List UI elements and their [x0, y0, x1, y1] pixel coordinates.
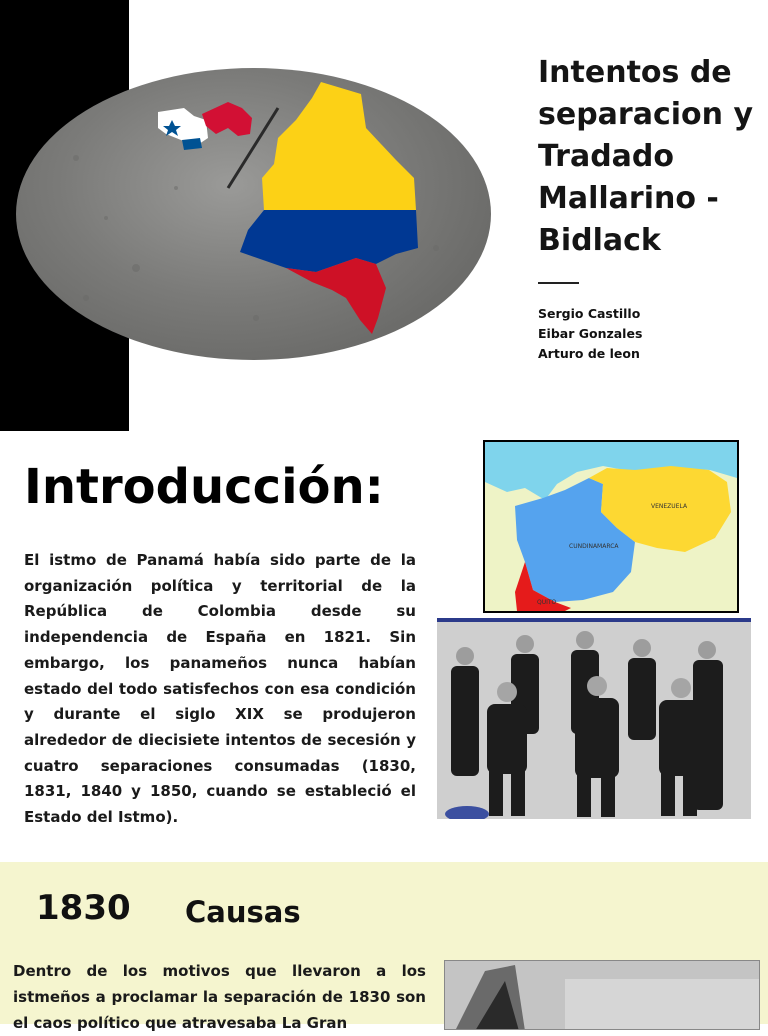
historical-group-photo [437, 618, 751, 819]
causes-paragraph: Dentro de los motivos que llevaron a los istmeños a proclamar la separación de 1830 son el caos político que atravesaba La Gran [13, 962, 426, 1032]
intro-paragraph: El istmo de Panamá había sido parte de la organización política y territorial de la República de Colombia desde su independencia de España en 1821. Sin embargo, los panameños nunca habían estado del todo satisfechos con esa condición y durante el siglo XIX se produjeron alrededor de diecisiete intentos de secesión y cuatro separaciones consumadas (1830, 1831, 1840 y 1850, cuando se estableció el Estado del Istmo). [24, 551, 416, 827]
cover-title: Intentos de separacion y Tradado Mallarino - Bidlack [538, 55, 753, 258]
author-name: Sergio Castillo [538, 306, 641, 321]
section-subtitle: Causas [185, 895, 301, 929]
author-name: Eibar Gonzales [538, 326, 643, 341]
gran-colombia-map [483, 440, 739, 613]
map-label-quito: QUITO [537, 599, 557, 606]
stone-oval-illustration [16, 68, 491, 360]
map-label-venezuela: VENEZUELA [651, 503, 688, 510]
intro-heading: Introducción: [24, 459, 384, 515]
historical-photo-partial [444, 960, 760, 1030]
author-name: Arturo de leon [538, 346, 640, 361]
map-label-cundinamarca: CUNDINAMARCA [569, 543, 619, 550]
section-year: 1830 [36, 888, 131, 928]
title-divider [538, 282, 579, 284]
colombia-panama-map-graphic [16, 68, 491, 360]
author-list [538, 304, 642, 364]
